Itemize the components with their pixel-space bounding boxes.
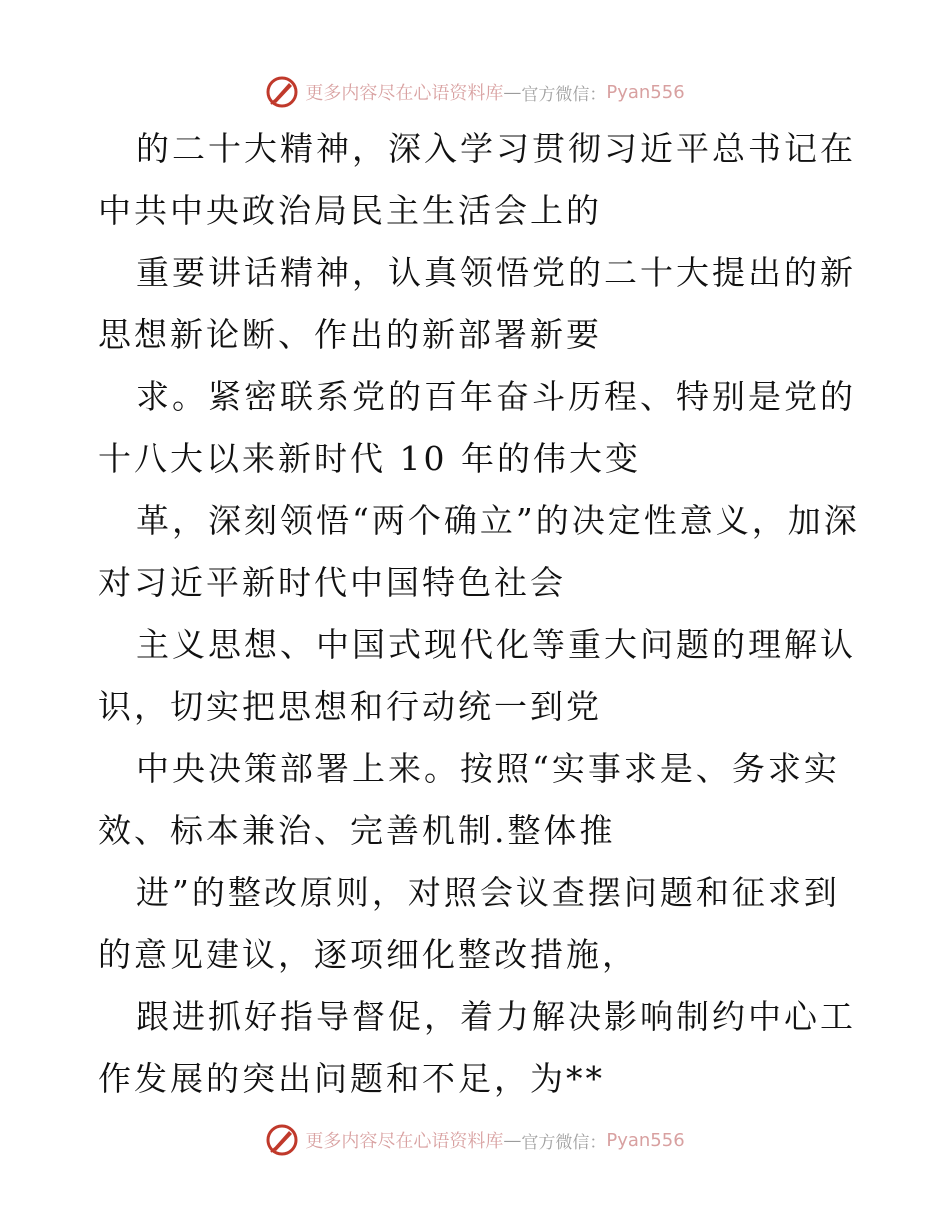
watermark-separator: — [503,1129,522,1151]
paragraph-4: 革，深刻领悟“两个确立”的决定性意义，加深对习近平新时代中国特色社会 [98,501,860,602]
paragraph-5: 主义思想、中国式现代化等重大问题的理解认识，切实把思想和行动统一到党 [98,625,856,726]
paragraph-8: 跟进抓好指导督促，着力解决影响制约中心工作发展的突出问题和不足，为** [98,997,856,1098]
header-watermark [0,72,950,112]
watermark-wechat-label: 官方微信： [521,1132,607,1153]
paragraph-1: 的二十大精神，深入学习贯彻习近平总书记在中共中央政治局民主生活会上的 [98,129,856,230]
watermark-main-text: 更多内容尽在心语资料库 [305,83,504,104]
document-body [98,118,868,1110]
watermark-wechat-id: Pyan556 [606,81,685,103]
quill-seal-icon [265,75,299,109]
watermark-wechat-label: 官方微信： [521,84,607,105]
paragraph-2: 重要讲话精神，认真领悟党的二十大提出的新思想新论断、作出的新部署新要 [98,253,856,354]
footer-watermark [0,1120,950,1160]
quill-seal-icon [265,1123,299,1157]
paragraph-3: 求。紧密联系党的百年奋斗历程、特别是党的十八大以来新时代 10 年的伟大变 [98,377,856,478]
watermark-wechat-id: Pyan556 [606,1129,685,1151]
paragraph-6: 中央决策部署上来。按照“实事求是、务求实效、标本兼治、完善机制.整体推 [98,749,840,850]
paragraph-7: 进”的整改原则，对照会议查摆问题和征求到的意见建议，逐项细化整改措施， [98,873,840,974]
watermark-main-text: 更多内容尽在心语资料库 [305,1131,504,1152]
watermark-separator: — [503,81,522,103]
